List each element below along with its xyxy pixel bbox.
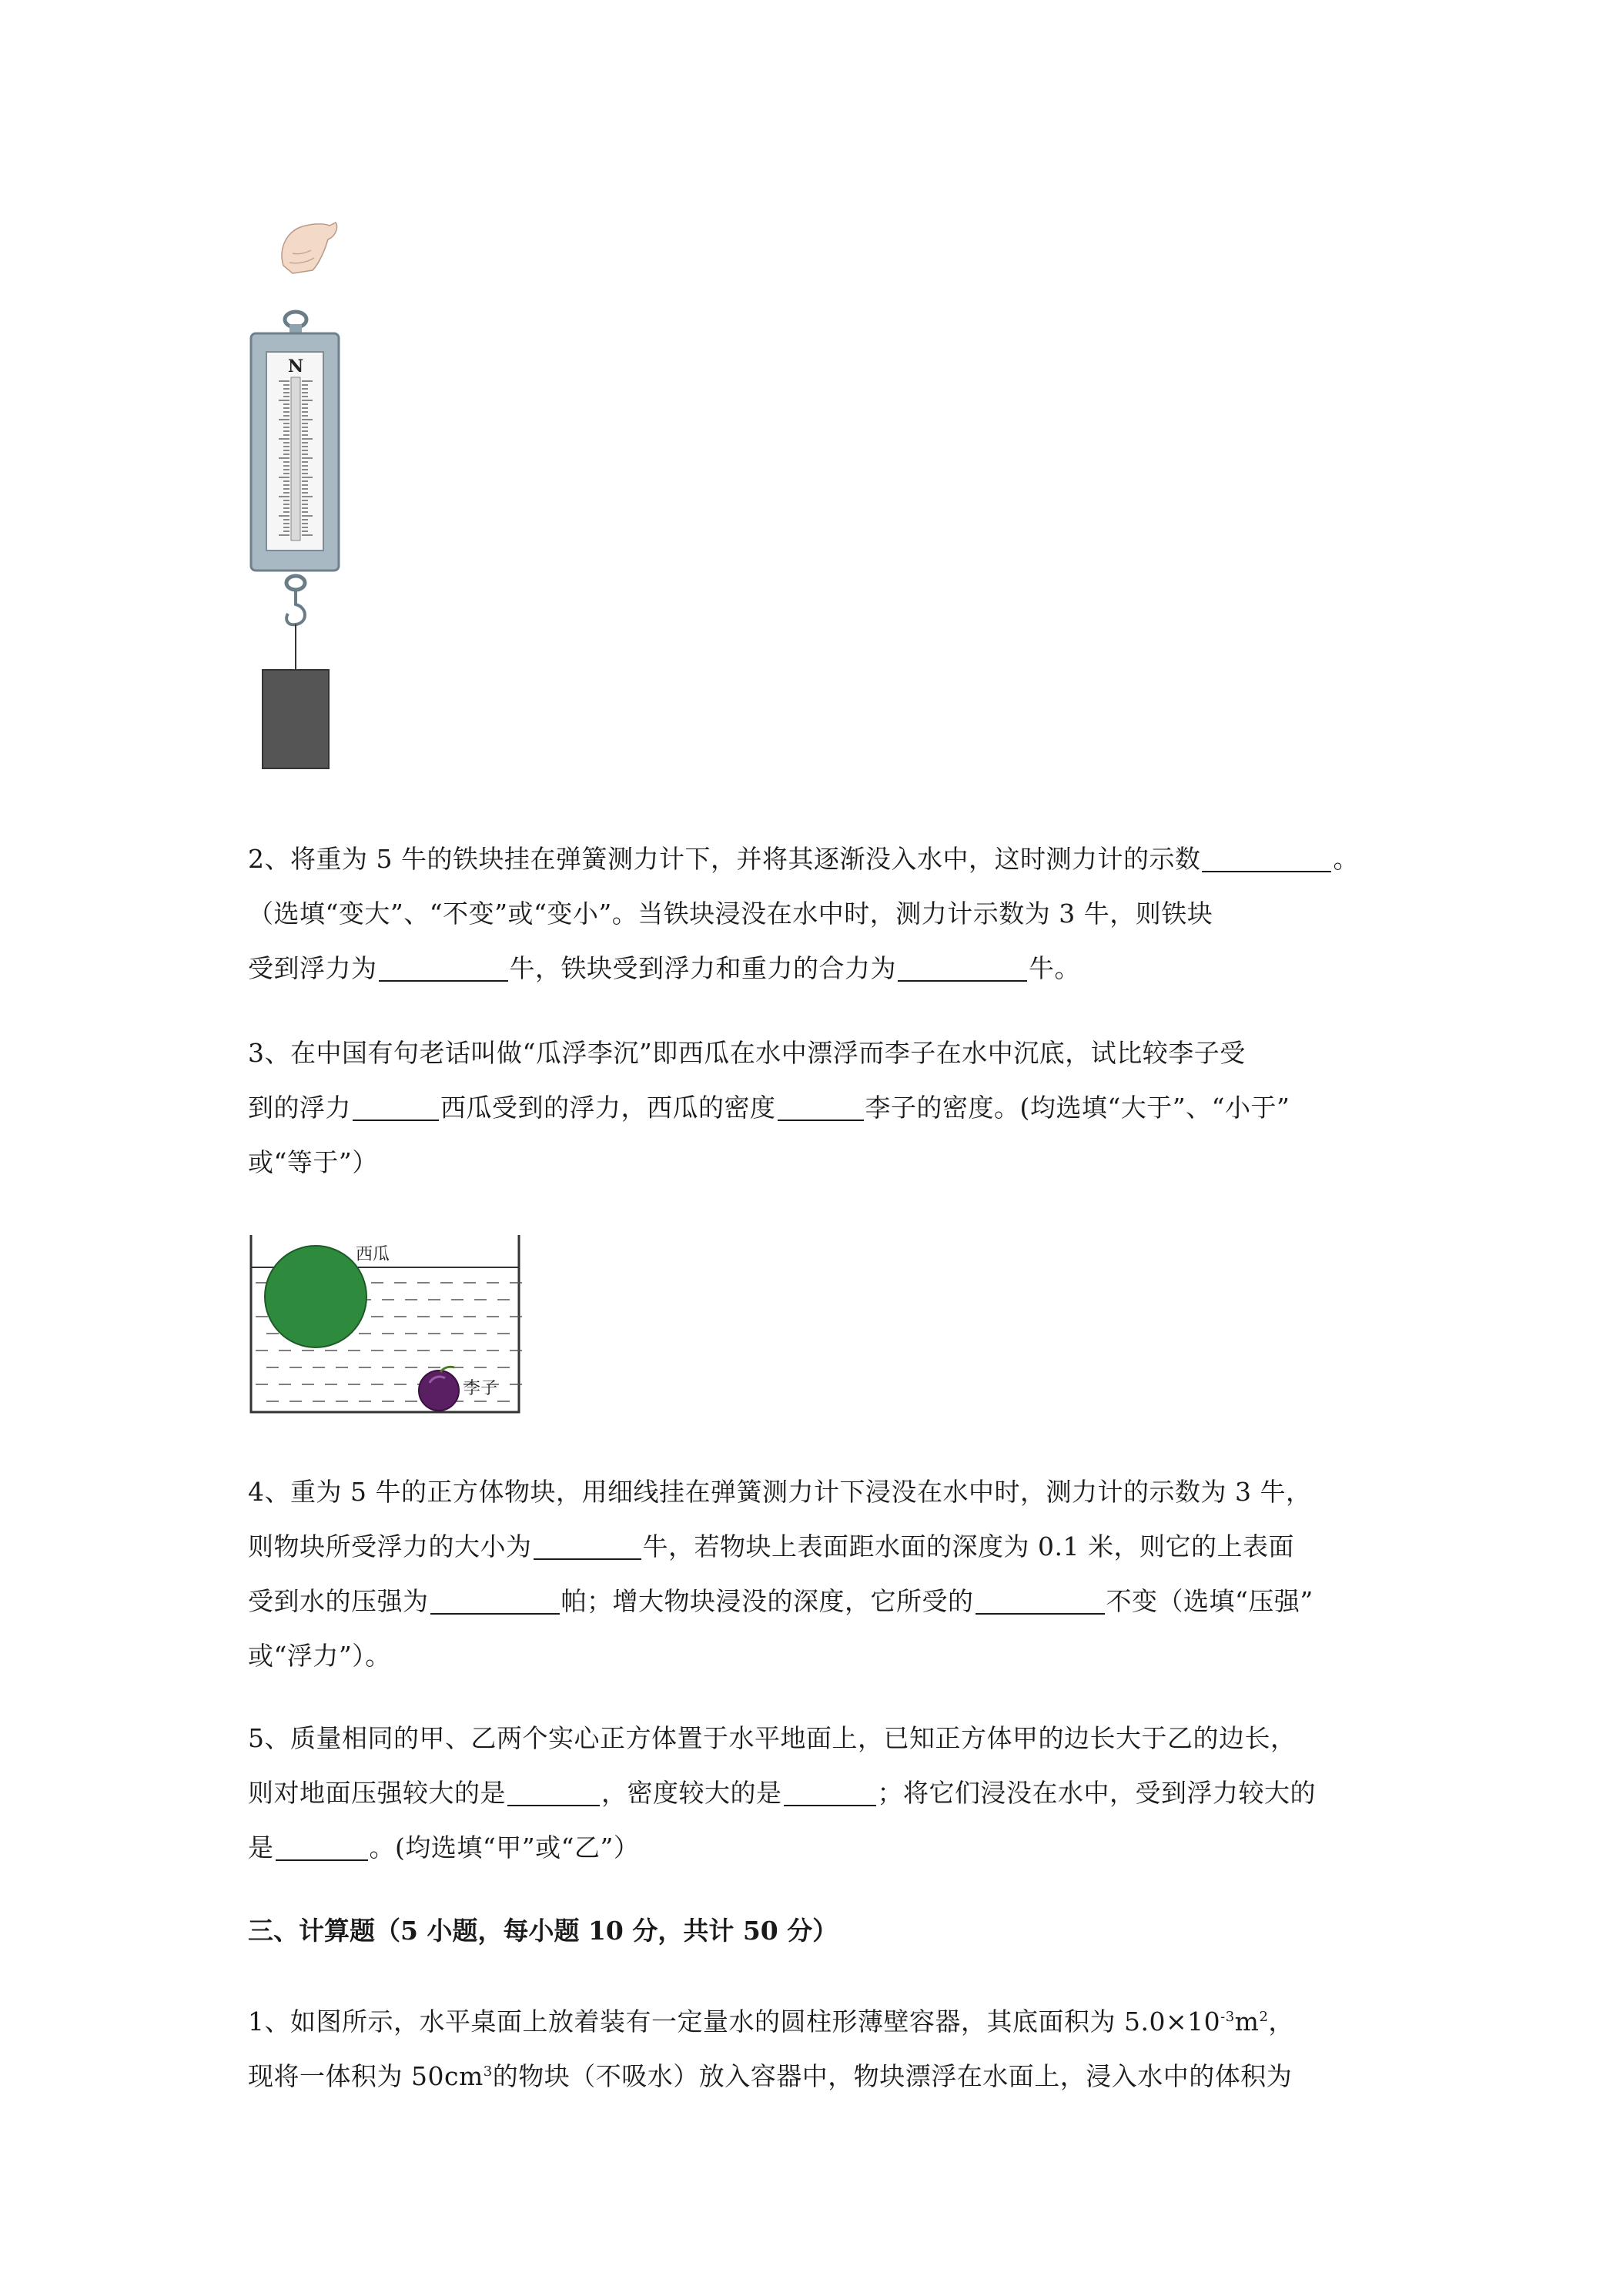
blank-4-3[interactable] bbox=[975, 1588, 1105, 1615]
section-3-title: 三、计算题（5 小题，每小题 10 分，共计 50 分） bbox=[248, 1916, 838, 1946]
hand-icon bbox=[282, 223, 336, 273]
blank-3-2[interactable] bbox=[778, 1095, 864, 1121]
watermelon-icon bbox=[265, 1246, 366, 1347]
blank-4-1[interactable] bbox=[534, 1534, 641, 1560]
blank-2-2[interactable] bbox=[379, 956, 508, 982]
plum-icon bbox=[419, 1367, 459, 1411]
question-4: 4、重为 5 牛的正方体物块，用细线挂在弹簧测力计下浸没在水中时，测力计的示数为 3 牛， 则物块所受浮力的大小为 牛，若物块上表面距水面的深度为 0.1 米，则它的上表面 受到水的压强为 帕；增大物块浸没的深度，它所受的 不变（选填“压强” 或“浮力”）。 bbox=[248, 1477, 1313, 1671]
blank-2-1[interactable] bbox=[1202, 846, 1331, 872]
blank-5-1[interactable] bbox=[507, 1780, 600, 1806]
blank-3-1[interactable] bbox=[353, 1095, 439, 1121]
calc-question-1: 1、如图所示，水平桌面上放着装有一定量水的圆柱形薄壁容器，其底面积为 $5.0\times 10^{-3}m^2$， 现将一体积为 $50cm^3$的物块（不吸水）放入容器中，物块漂浮在水面上，浸入水中的体积为 bbox=[248, 2006, 1294, 2091]
hook bbox=[286, 591, 305, 624]
question-3: 3、在中国有句老话叫做“瓜浮李沉”即西瓜在水中漂浮而李子在水中沉底，试比较李子受 到的浮力 西瓜受到的浮力，西瓜的密度 李子的密度。(均选填“大于”、“小于” 或“等于”） bbox=[248, 1038, 1290, 1177]
question-2: 2、将重为 5 牛的铁块挂在弹簧测力计下，并将其逐渐没入水中，这时测力计的示数 。 （选填“变大”、“不变”或“变小”。当铁块浸没在水中时，测力计示数为 3 牛，则铁块 受到浮力为 牛，铁块受到浮力和重力的合力为 牛。 bbox=[248, 844, 1359, 983]
iron-block bbox=[263, 670, 329, 768]
float-sink-figure bbox=[248, 1232, 525, 1417]
label-plum: 李子 bbox=[463, 1379, 498, 1398]
blank-4-2[interactable] bbox=[430, 1588, 560, 1615]
blank-5-3[interactable] bbox=[276, 1835, 368, 1861]
blank-5-2[interactable] bbox=[784, 1780, 876, 1806]
scale-unit-label: N bbox=[287, 356, 304, 377]
blank-2-3[interactable] bbox=[898, 956, 1027, 982]
bottom-ring bbox=[286, 576, 305, 590]
question-5: 5、质量相同的甲、乙两个实心正方体置于水平地面上，已知正方体甲的边长大于乙的边长， 则对地面压强较大的是 ，密度较大的是 ；将它们浸没在水中，受到浮力较大的 是 。(均选填“甲”或“乙”） bbox=[248, 1723, 1316, 1863]
spring-scale-figure bbox=[239, 219, 354, 782]
label-watermelon: 西瓜 bbox=[356, 1245, 390, 1264]
